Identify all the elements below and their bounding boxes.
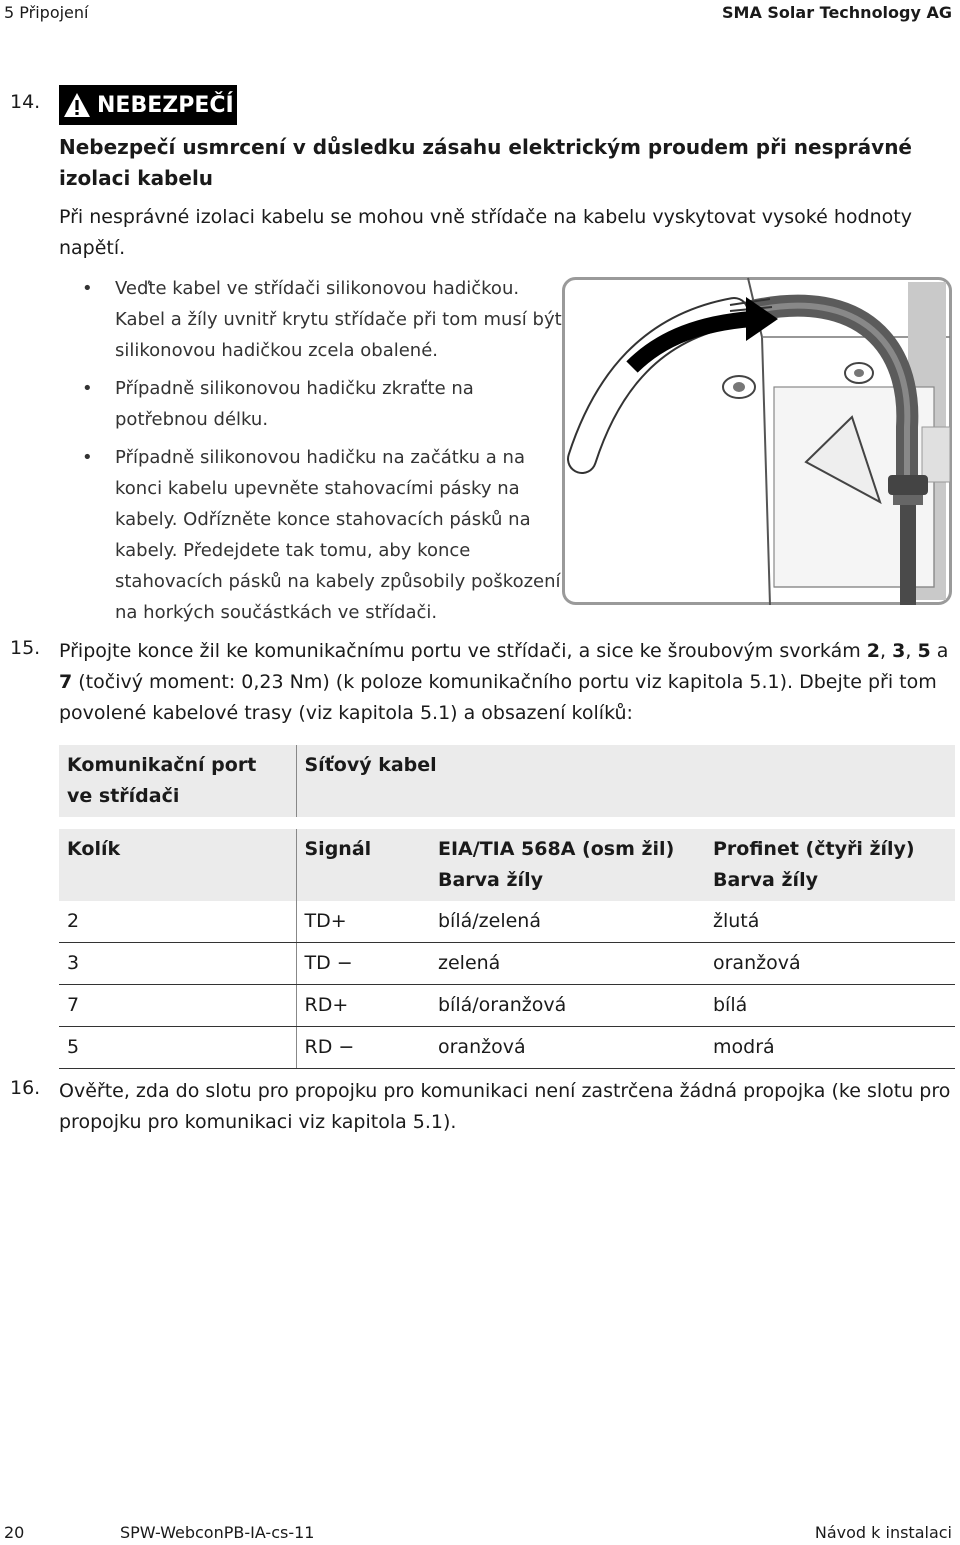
cell-profinet: oranžová [705,943,955,985]
cell-profinet: bílá [705,985,955,1027]
cell-pin: 5 [59,1027,296,1069]
cell-signal: RD+ [296,985,430,1027]
separator: , [880,640,893,662]
danger-label: NEBEZPEČÍ [97,92,234,118]
cable-routing-illustration [562,277,952,605]
cell-signal: TD − [296,943,430,985]
pin-assignment-table [59,745,955,1069]
terminal-3: 3 [892,640,906,662]
footer-document-code: SPW-WebconPB-IA-cs-11 [120,1523,315,1542]
list-item [82,373,567,435]
cell-profinet: žlutá [705,901,955,943]
column-header-pin: Kolík [59,823,296,901]
table-row [59,901,955,943]
cell-eia: zelená [430,943,705,985]
header-section: 5 Připojení [4,3,89,22]
table-group-header [59,745,955,823]
column-header-profinet [705,823,955,901]
danger-title: Nebezpečí usmrcení v důsledku zásahu elektrickým proudem při nesprávné izolaci kabelu [59,135,912,190]
cell-profinet: modrá [705,1027,955,1069]
list-item-text: Veďte kabel ve střídači silikonovou hadičkou. Kabel a žíly uvnitř krytu střídače při tom musí být silikonovou hadičkou zcela obalené. [115,278,562,361]
danger-badge [59,85,237,125]
step-16-number: 16. [10,1077,41,1099]
step-15-text [59,636,954,729]
list-item-text: Případně silikonovou hadičku zkraťte na potřebnou délku. [115,378,474,430]
group-header-port: Komunikační port ve střídači [59,745,296,823]
terminal-5: 5 [917,640,931,662]
separator: a [930,640,949,662]
table-row [59,943,955,985]
terminal-7: 7 [59,671,73,693]
cell-pin: 3 [59,943,296,985]
terminal-2: 2 [866,640,881,662]
header-company: SMA Solar Technology AG [722,3,952,22]
column-header-eia [430,823,705,901]
cell-eia: oranžová [430,1027,705,1069]
cell-signal: RD − [296,1027,430,1069]
instruction-list [82,273,567,635]
table-row [59,1027,955,1069]
list-item [82,273,567,366]
cell-pin: 2 [59,901,296,943]
step-15-number: 15. [10,637,41,659]
column-header-profinet-title: Profinet (čtyři žíly) [713,838,915,860]
footer-page-number: 20 [4,1523,25,1542]
list-item [82,442,567,628]
cell-pin: 7 [59,985,296,1027]
danger-text: Při nesprávné izolaci kabelu se mohou vně střídače na kabelu vyskytovat vysoké hodnoty napětí. [59,206,912,259]
cell-signal: TD+ [296,901,430,943]
column-header-profinet-sub: Barva žíly [713,869,818,891]
bullet-icon: • [82,278,93,299]
step-16-text: Ověřte, zda do slotu pro propojku pro komunikaci není zastrčena žádná propojka (ke slotu pro propojku pro komunikaci viz kapitola 5.1). [59,1080,951,1133]
column-header-eia-sub: Barva žíly [438,869,543,891]
column-header-signal: Signál [296,823,430,901]
cell-eia: bílá/zelená [430,901,705,943]
footer-document-title: Návod k instalaci [814,1523,952,1542]
group-header-cable: Síťový kabel [296,745,955,823]
column-header-eia-title: EIA/TIA 568A (osm žil) [438,838,675,860]
table-row [59,985,955,1027]
separator: , [905,640,918,662]
step-14-number: 14. [10,91,41,113]
step-15-text-a: Připojte konce žil ke komunikačnímu portu ve střídači, a sice ke šroubovým svorkám [59,640,867,662]
bullet-icon: • [82,378,93,399]
bullet-icon: • [82,447,93,468]
warning-icon [63,92,91,118]
table-column-header [59,823,955,901]
step-15-text-b: (točivý moment: 0,23 Nm) (k poloze komunikačního portu viz kapitola 5.1). Dbejte při tom povolené kabelové trasy (viz kapitola 5.1) a obsazení kolíků: [59,671,937,724]
list-item-text: Případně silikonovou hadičku na začátku a na konci kabelu upevněte stahovacími pásky na kabely. Odřízněte konce stahovacích pásků na kabely. Předejdete tak tomu, aby konce stahovacích pásků na kabely způsobily poškození na horkých součástkách ve střídači. [115,447,561,623]
cell-eia: bílá/oranžová [430,985,705,1027]
